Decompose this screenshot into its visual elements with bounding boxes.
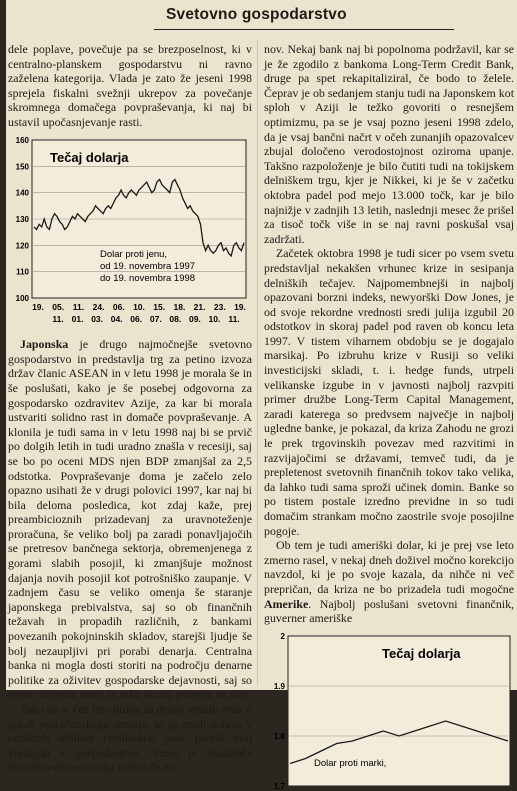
x-month-label: 10. [208, 313, 221, 324]
y-tick-label: 140 [15, 188, 29, 198]
paragraph: Začetek oktobra 1998 je tudi sicer po vsem svetu predstavljal nekakšen vrhunec krize in sesipanja delniških tečajev. Najpomembnejši in najbolj opazovani borzni indeks, newyorški Dow Jones, je od svoje rekordne vrednosti sredi julija izgubil 20 odstotkov in skoraj padel pod raven ob koncu leta 1997. V tistem viharnem obdobju se je dogajalo marsikaj. Po izbruhu krize v Rusiji so veliki investicijski skladi, t. i. hedge funds, utrpeli velikanske izgube in v javnosti najbolj razvpiti primer družbe Long-Term Capital Management, zaradi katerega so predvsem največje in najbolj ugledne banke, je pokazal, da kriza Zahodu ne grozi le prek trgovinskih povezav med razvitimi in razvijajočimi se državami, temveč tudi, da je prepletenost svetovnih finančnih tokov tako velika, da lahko tudi sama sproži učinek domin. Banke so po tistem postale izredno previdne in so tudi domačim strankam močno zaostrile svoje posojilne pogoje. [264, 246, 514, 538]
y-tick-label: 100 [15, 293, 29, 303]
x-tick-label: 23. [213, 301, 226, 312]
chart-annotation-line: do 19. novembra 1998 [100, 272, 196, 284]
chart-svg [8, 136, 252, 328]
x-tick-label: 15. [153, 301, 166, 312]
y-tick-label: 1.8 [273, 731, 285, 741]
paragraph-text: . Najbolj poslušani svetovni finančnik, guverner ameriške [264, 596, 514, 626]
x-tick-label: 19. [32, 301, 44, 312]
bold-keyword: Amerike [264, 596, 309, 611]
x-tick-label: 18. [173, 301, 186, 312]
section-header [154, 5, 454, 30]
paragraph-text: Ob tem je tudi ameriški dolar, ki je prej vse leto zmerno rasel, v nekaj dneh doživel močno korekcijo navzdol, ki je po svoje kazala, da nihče ni več prepričan, da kriza ne bo prizadela tudi mogočne [264, 538, 514, 596]
paragraph: dele poplave, povečuje pa se brezposelnost, ki v centralno-planskem gospodarstvu ni ravno zaželena kategorija. Vlada je zato že jeseni 1998 sprejela fiskalni svežnji ukrepov za povečanje skromnega domačega povpraševanja, ki naj bi ustavil upočasnjevanje rasti. [8, 42, 252, 129]
y-tick-label: 130 [15, 214, 29, 224]
chart-title: Tečaj dolarja [50, 149, 129, 165]
right-column [264, 42, 514, 791]
y-tick-label: 160 [15, 135, 29, 145]
x-tick-label: 21. [193, 301, 206, 312]
x-month-label: 08. [169, 313, 182, 324]
paragraph: Tako so se čez leto druga za drugo vrstile vesti o gorah proračunskega denarja, ki ga misli država v različnih oblikah (velikokrat prek javnih del) vbrizgati v gospodarstvo. Vmes je vladajoča liberalno-demokratska dobila še no- [8, 702, 252, 775]
x-tick-label: 05. [52, 301, 65, 312]
x-month-label: 11. [52, 313, 64, 324]
x-tick-label: 11. [72, 301, 85, 312]
x-tick-label: 10. [133, 301, 145, 312]
y-tick-label: 150 [15, 161, 29, 171]
y-tick-label: 110 [16, 267, 29, 277]
y-tick-label: 120 [15, 240, 29, 250]
paragraph [264, 538, 514, 626]
y-tick-label: 2 [280, 631, 285, 641]
y-tick-label: 1.9 [273, 681, 285, 691]
chart-annotation-line: Dolar proti jenu, [100, 248, 168, 260]
section-title: Svetovno gospodarstvo [166, 6, 347, 23]
chart-usd-dem [264, 631, 514, 791]
paragraph: nov. Nekaj bank naj bi popolnoma podržavil, kar se je že zgodilo z bankoma Long-Term Credit Bank, druge pa spet rekapitaliziral, če bodo to želele. Čeprav je ob sedanjem stanju tudi na Japonskem kot sploh v Aziji le težko govoriti o resnejšem optimizmu, pa se je vsaj pozno jeseni 1998 zdelo, da je vsaj bančni načrt v očeh zunanjih opazovalcev zbujal določeno verodostojnost oziroma upanje. Takšno razpoloženje je bilo čutiti tudi na tokijskem delniškem trgu, kjer je Nikkei, ki je še v začetku oktobra padel pod mejo 13.000 točk, kar je bilo najnižje v zadnjih 13 letih, naslednji mesec že prišel za tisoč točk više in se naj ravni poskušal vsaj zadržati. [264, 42, 514, 246]
bold-keyword: Japonska [20, 337, 69, 352]
x-month-label: 06. [130, 313, 143, 324]
x-tick-label: 24. [92, 301, 105, 312]
chart-annotation-line: Dolar proti marki, [314, 757, 387, 769]
book-page [6, 0, 517, 791]
x-tick-label: 19. [234, 301, 246, 312]
x-month-label: 04. [110, 313, 123, 324]
chart-svg [264, 631, 514, 791]
paragraph [8, 337, 252, 702]
chart-usd-jpy [8, 136, 252, 332]
x-month-label: 09. [188, 313, 201, 324]
chart-title: Tečaj dolarja [382, 645, 461, 661]
x-month-label: 11. [228, 313, 240, 324]
x-month-label: 07. [149, 313, 162, 324]
x-month-label: 03. [91, 313, 104, 324]
paragraph-text: je drugo najmočnejše svetovno gospodarstvo in predstavlja trg za petino izvoza držav članic ASEAN in v letu 1998 je morala še in še poslušati, kako je še posebej odgovorna za gospodarsko ozdravitev Azije, za kar bi morala ustvariti solidno rast in domače povpraševanje. A klonila je tudi sama in v letu 1998 naj bi se prvič po dolgih letih in tudi uradno znašla v recesiji, saj se bo po oceni MDS njen BDP zmanjšal za 2,5 odstotka. Povpraševanje doma je začelo zelo opazno usihati že v drugi polovici 1997, kar naj bi bila deloma posledica, kot zdaj kaže, prej preambicioznih prizadevanj za uravnoteženje proračuna, še veliko bolj pa zaradi ponavljajočih se pretresov bančnega sektorja, obremenjenega z gorami slabih posojil, ki zmanjšuje možnost dajanja novih posojil kot potrošniško zaupanje. V zadnjem času se veliko omenja še staranje japonskega prebivalstva, saj so ob finančnih težavah in propadih različnih, z bankami povezanih pokojninskih skladov, starejši ljudje še bolj nezaupljivi pri porabi denarja. Centralna banka ni mogla dosti storiti na področju denarne politike za oživitev gospodarske dejavnosti, saj so njene obrestne mere že tako skoraj povsem na tleh. [8, 337, 252, 702]
column-gutter [257, 40, 258, 685]
left-column [8, 42, 252, 775]
x-tick-label: 06. [112, 301, 125, 312]
y-tick-label: 1.7 [273, 781, 285, 791]
chart-annotation-line: od 19. novembra 1997 [100, 260, 196, 272]
x-month-label: 01. [71, 313, 84, 324]
